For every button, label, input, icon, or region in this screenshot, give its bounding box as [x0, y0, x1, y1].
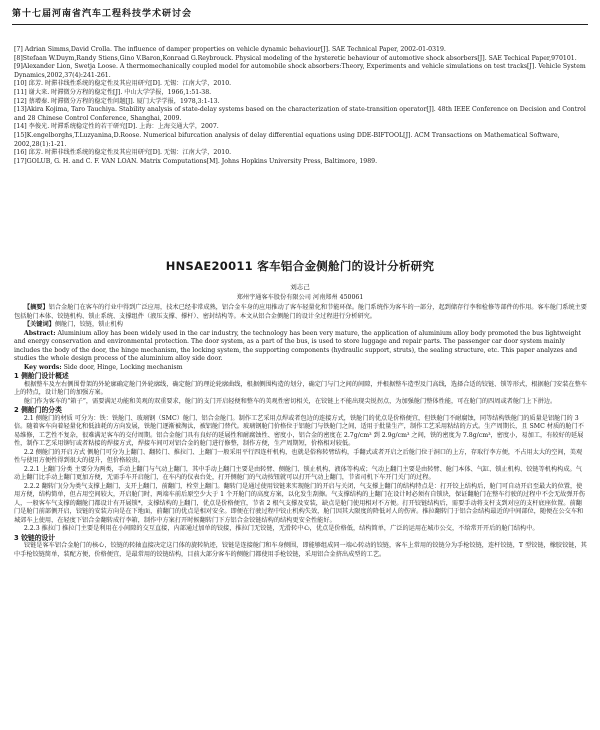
article-body — [14, 304, 588, 559]
keywords-cn — [14, 321, 588, 330]
article-affiliation: 郑州宇通客车股份有限公司 河南郑州 450061 — [236, 294, 364, 301]
abstract-en — [14, 330, 588, 364]
reference-item: [8]Stefaan W.Duym,Randy Stiens,Gino V.Baron,Konraad G.Reybrouck. Physical modeling of the hysteretic behaviour of automotive shock absorbers[J]. SAE Techical Paper,970101. — [14, 54, 577, 62]
header-rule — [12, 24, 588, 25]
abstract-cn-text: 铝合金舱门在客车的行业中得到广泛应用，技术已经非常成熟，铝合金车身的应用推动了客车轻量化和节能环保。舱门系统作为客车的一部分，起到储存行李和检修等部件的作用。客车舱门系统主要包括舱门本体、铰链机构、锁止系统、支撑组件（液压支撑、撑杆）、密封结构等。本文从铝合金侧舱门的设计全过程进行分析研究。 — [14, 304, 587, 320]
conference-header: 第十七届河南省汽车工程科技学术研讨会 — [12, 9, 193, 19]
keywords-cn-label: 【关键词】 — [23, 321, 55, 328]
section-1-heading: 1 侧舱门设计概述 — [14, 372, 69, 380]
reference-item: [13]Akira Kojima, Taro Tauchiya. Stability analysis of state-delay systems based on the characterization of state-transition operator[J]. 48th IEEE Conference on Decision and Control and 28 Chinese Control Conference, Shanghai, 2009. — [14, 106, 586, 122]
keywords-en — [14, 364, 588, 373]
section-2-2-3-paragraph: 2.2.3 推拉门 推拉门主要是利用在小间隙的交互直接，内部通过加单的铰接，推拉门无铰链，无滑转中心，优点是价格低，结构简单，广泛的运用在城市公交，不给常开开后的舱门结构中。 — [23, 525, 539, 532]
section-2-2-1-paragraph: 2.2.1 上翻门分类 主要分为两类，手动上翻门与气动上翻门，其中手动上翻门主要是由转臂、侧舱门、锁止机构、液体等构成；气动上翻门主要是由转臂、舱门本体、气缸、锁止机构、铰链等机构构成。气动上翻门比手动上翻门更加方便，无需手车开启舱门，在车内的仪表台处，打开侧舱门的气动按钮就可以打开气动上翻门，节省司机下车开门关门的过程。 — [14, 465, 582, 481]
abstract-en-text: Aluminium alloy has been widely used in the car industry, the technology has been very mature, the application of aluminium alloy body promoted the bus lightweight and energy conservation and environmental protection. The door system, as a part of the bus, is used to store luggage and repair parts. The passenger car door system mainly includes the body of the door, the hinge mechanism, the locking system, the supporting components (hydraulic support, struts), the sealing structure, etc. This paper analyzes and studies the whole design process of the aluminium alloy side door. — [14, 329, 581, 362]
reference-item: [15]K.engelborghs,T.Luzyanina,D.Roose. Numerical bifurcation analysis of delay differential equations using DDE-BIFTOOL[J]. ACM Transactions on Mathematical Software, 2002,28(1):1-21. — [14, 131, 560, 148]
reference-item: [7] Adrian Simms,David Crolla. The influence of damper properties on vehicle dynamic behaviour[J]. SAE Technical Paper, 2002-01-0319. — [14, 46, 446, 53]
section-1-paragraph: 舱门作为客车的“箱子”，需要满足功能和美观的双重要求，舱门的支门开启轻便和整车的美观性密切相关，在铰链上不能出现尖锐拐点，为加强舱门整体性能，可在舱门的四周或者舱门上下拼边。 — [23, 397, 557, 405]
keywords-cn-text: 侧舱门，铰链，锁止机构 — [54, 321, 123, 328]
section-1-paragraph: 根据整车及左右侧围骨架的外轮廓确定舱门外轮廓线，确定舱门的理论轮廓曲线，根据侧围构造的划分，确定门与门之间的间隙，并根据整车造型及门高线，选择合适的铰链、锁等形式，根据舱门安装在整车上的特点，设计舱门的加强方案。 — [14, 380, 587, 396]
keywords-en-text: Side door, Hinge, Locking mechanism — [63, 363, 183, 371]
reference-item: [11] 谢大来. 时滞微分方程的稳定性[J]. 中山大学学报，1966,1:51-38. — [14, 88, 212, 96]
section-2-2-paragraph: 2.2 侧舱门的开启方式 侧舱门可分为上翻门、翻转门、推拉门、上翻门一般采用平行四连杆机构，也就是俗称转臂结构，手翻式或者开启之后舱门位于洞口的上方，存取行李方便，不占用太大的空间，美观性与使用方便性得到很大的提升，但价格较贵。 — [14, 448, 583, 464]
reference-item: [17]GOLUB, G. H. and C. F. VAN LOAN. Matrix Computations[M]. Johns Hopkins University Press, Baltimore, 1989. — [14, 157, 378, 165]
section-2-heading: 2 侧舱门的分类 — [14, 406, 62, 414]
reference-item: [16] 邱芳. 时滞非线性系统的稳定性及其应用研究[D]. 无锡：江南大学，2010. — [14, 149, 232, 157]
article-title: HNSAE20011 客车铝合金侧舱门的设计分析研究 — [165, 259, 435, 273]
reference-item: [14] 李俊光. 时滞系统稳定性的若干研究[D]. 上海：上海交通大学，2007. — [14, 123, 219, 131]
section-3-paragraph: 铰链是客车铝合金舱门的核心，铰链的转轴直接决定这门体的旋转轨迹，铰链是连接舱门和车身侧围，即能够组成同一端心转动的铰链，客车上常用的铰链分为手枪铰链，连杆铰链，T 型铰链，橡胶铰链，其中手枪铰链简单，装配方便，价格便宜，是最常用的铰链结构，目前大部分客车的侧舱门都使用手枪铰链，采用铝合金挤出成型的工艺。 — [14, 542, 587, 558]
abstract-cn-label: 【摘要】 — [23, 304, 49, 311]
reference-item: [9]Alexander Lion, Swetja Loose. A thermomechanically coupled model for automobile shock absorbers:Theory, Experiments and vehicle simulations on test tracks[J]. Vehicle System Dynamics,2002,37(4):241-261. — [14, 63, 586, 79]
reference-item: [10] 邱芳. 时滞非线性系统的稳定性及其应用研究[D]. 无锡：江南大学，2010. — [14, 80, 232, 88]
reference-item: [12] 蔡增秦. 时滞微分方程的稳定性问题[J]. 厦门大学学报，1978,3:1-13. — [14, 97, 220, 105]
section-2-1-paragraph: 2.1 侧舱门的材质 可分为：铁：铁舱门、玻璃钢（SMC）舱门、铝合金舱门。制作工艺采用点焊或者包边的连接方式，铁舱门的优点是价格便宜，但铁舱门不耐腐蚀，同等结构铁舱门的质量是铝舱门的 3 倍。随着客车向着轻量化和低油耗的方向发展，铁舱门逐渐被淘汰，被铝舱门替代。玻璃钢舱门价格位于铝舱门与铁舱门之间，适用于批量生产，制作工艺采用粘结的方式。生产周期长，且 SMC 材质的舱门不易维修，工艺性不复杂，很难满足客车的交付周期。铝合金舱门具有良好的延展性和耐腐蚀性、密度小，铝合金的密度在 2.7g/cm³ 到 2.9g/cm³ 之间，铁的密度为 7.8g/cm³，密度小，易加工，有较好的延展性，制作工艺采用铆钉或者粘接的焊接方式，焊接车间可对铝合金的舱门进行修整，制作方便，生产周期短，价格相对较低。 — [14, 414, 584, 447]
reference-list — [14, 46, 588, 166]
section-2-2-2-paragraph: 2.2.2 翻转门(分为类气支撑上翻门，支开上翻门，前翻门，栓堂上翻门。翻转门是通过使用铰链来实现舱门的开启与关闭，气支撑上翻门的结构特点是：打开铰上结构后，舱门可自动开启至最大的位置，使用方便，结构简单，但占用空间较大，开启舱门时，两端车前后原空少大于 1 个开舱门的高度方案，以化发生刮擦。气支撑结构的上翻门在设计时必须有自锁块，保证翻舱门在整车行驶的过程中不会无故弹开伤人，一般客车气支撑的翻舱门都设计有开展锁*，支撑结构的上翻门，优点是价格便宜，节省 2 根气支撑及安装，缺点是舱门使用相对不方便。打开铰链结构后，需要手动将支杆支到对应的支杆底座位置。前翻门是舱门前部侧开启，铰链的安装方向是在下地面，前翻门的优点是相对安全。即便在行驶过程中铰止机构失效，舱门因其大限度的降低对人的伤害。推拉翻转门于铝合金结构最近的中间部位，随便在公交车和城郊车上使用，在轻度下铝合金翻转成行李箱，制作中方案打开时候翻转门下方铝合金铰链结构的结构更安全性能好。 — [14, 482, 585, 524]
abstract-en-label: Abstract: — [23, 329, 56, 337]
abstract-cn — [14, 304, 588, 321]
keywords-en-label: Key words: — [23, 363, 62, 371]
section-3-heading: 3 铰链的设计 — [14, 533, 56, 542]
article-author: 刘志己 — [290, 283, 310, 291]
